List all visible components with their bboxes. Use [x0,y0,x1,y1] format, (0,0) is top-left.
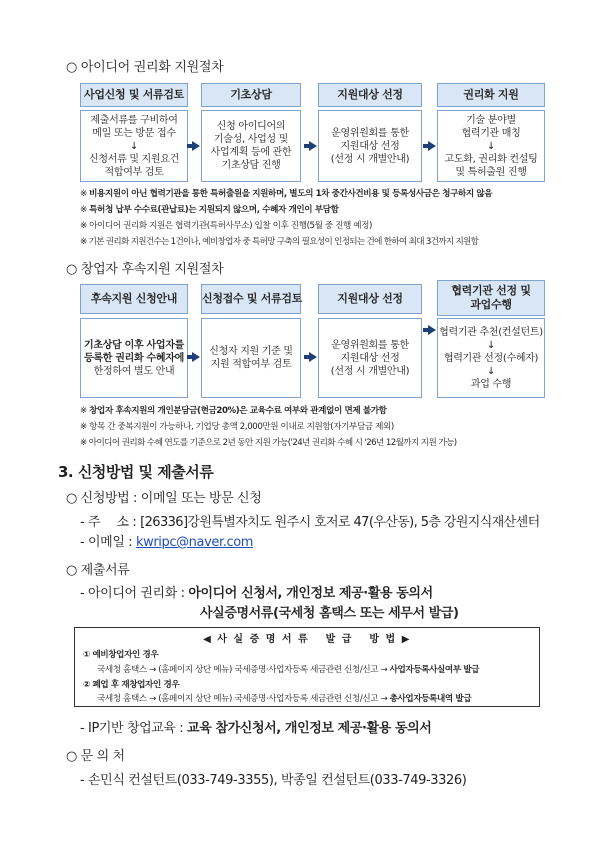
s1-note-3-text: 아이디어 권리화 지원은 협력기관(특허사무소) 입찰 이후 진행(5월 중 진행 예정) [89,221,372,231]
certificate-issue-box [74,627,540,707]
idea-docs-line2: 사실증명서류(국세청 홈택스 또는 세무서 발급) [200,606,459,621]
right-arrow-icon [192,141,200,151]
s1-note-1: ※ 비용지원이 아닌 협력기관을 통한 특허출원을 지원하며, 별도의 1차 중간사건비용 및 등록성사금은 청구하지 않음 [80,189,493,199]
s2-step3-header: 지원대상 선정 [318,284,422,314]
s2-note-1: ※ 창업자 후속지원의 개인분담금(현금20%)은 교육수료 여부와 관계없이 면제 불가함 [80,406,387,416]
s1-step1-line: 메일 또는 방문 접수 [92,127,176,139]
s2-step3-body [318,318,422,398]
s2-step3-line: (선정 시 개별안내) [330,365,410,377]
s1-note-3: ※ 아이디어 권리화 지원은 협력기관(특허사무소) 입찰 이후 진행(5월 중 진행 예정) [80,221,372,231]
address-text: [26336]강원특별자치도 원주시 호저로 47(우산동), 5층 강원지식재산센터 [140,515,540,530]
docs-title: ○ 제출서류 [66,563,130,578]
case1-path: 국세청 홈택스 → (홈페이지 상단 메뉴) 국세증명·사업자등록 세금관련 신청/신고 → 사업자등록사실여부 발급 [97,665,480,675]
s1-step1-line: 적합여부 검토 [104,166,164,178]
s1-step1-down-arrow: ↓ [129,140,139,152]
s1-step4-down-arrow: ↓ [486,140,496,152]
s1-step1-body [80,110,188,182]
contact-title: ○ 문 의 처 [66,749,125,764]
s1-step4-line: 기술 분야별 [466,114,516,126]
right-arrow-icon [309,352,317,362]
s2-step1-line: 등록한 권리화 수혜자에 [84,352,184,364]
case2-path: 국세청 홈택스 → (홈페이지 상단 메뉴) 국세증명·사업자등록 세금관련 신청/신고 → 총사업자등록내역 발급 [97,694,472,704]
s2-step4-header-line: 과업수행 [470,298,512,311]
case1-title: ① 예비창업자인 경우 [83,650,159,660]
s2-step4-body [437,318,545,398]
s1-step3-line: (선정 시 개별안내) [330,153,410,165]
ip-docs-row [80,717,431,736]
section1-title: ○ 아이디어 권리화 지원절차 [66,60,224,75]
s1-step3-body [318,110,422,182]
contact-text: - 손민식 컨설턴트(033-749-3355), 박종일 컨설턴트(033-749-3326) [80,773,467,788]
s2-note-1-text: 창업자 후속지원의 개인분담금(현금20%)은 교육수료 여부와 관계없이 면제 불가함 [89,406,387,416]
s2-note-2: ※ 항목 간 중복지원이 가능하나, 기업당 총액 2,000만원 이내로 지원함(자기부담금 제외) [80,422,394,432]
s1-step2-line: 기초상담 진행 [221,160,281,171]
s1-step1-line: 신청서류 및 지원요건 [89,153,179,165]
s1-note-1-text: 비용지원이 아닌 협력기관을 통한 특허출원을 지원하며, 별도의 1차 중간사건비용 및 등록성사금은 청구하지 않음 [89,189,493,199]
case1-doc: 사업자등록사실여부 발급 [389,665,480,675]
address-row [80,511,540,530]
s2-step1-body [80,318,188,398]
s2-step4-line: 과업 수행 [470,378,512,390]
s2-note-3-text: 아이디어 권리화 수혜 연도를 기준으로 2년 동안 지원 가능('24년 권리화 수혜 시 '26년 12월까지 지원 가능) [88,438,457,448]
s2-step2-line: 지원 적합여부 검토 [210,359,292,370]
idea-docs-line1: 아이디어 신청서, 개인정보 제공·활용 동의서 [188,586,433,601]
s2-step1-header: 후속지원 신청안내 [80,284,188,314]
apply-method: ○ 신청방법 : 이메일 또는 방문 신청 [66,491,262,506]
ip-docs-text: 교육 참가신청서, 개인정보 제공·활용 동의서 [187,721,432,736]
s1-note-4-text: 기본 권리화 지원건수는 1건이나, 예비창업자 중 특허망 구축의 필요성이 인정되는 건에 한하여 최대 3건까지 지원함 [88,237,479,247]
s1-step2-line: 기술성, 사업성 및 [213,134,289,145]
s2-step4-line: 협력기관 추천(컨설턴트) [439,326,543,338]
s2-step4-header [437,280,545,316]
s1-step2-header: 기초상담 [201,83,301,107]
s2-note-3: ※ 아이디어 권리화 수혜 연도를 기준으로 2년 동안 지원 가능('24년 권리화 수혜 시 '26년 12월까지 지원 가능) [80,438,457,448]
s1-note-4: ※ 기본 권리화 지원건수는 1건이나, 예비창업자 중 특허망 구축의 필요성이 인정되는 건에 한하여 최대 3건까지 지원함 [80,237,479,247]
s2-step2-body [201,318,301,398]
s2-step4-down-arrow: ↓ [486,339,496,351]
ip-docs-label: - IP기반 창업교육 : [80,721,188,736]
s1-step2-body [201,110,301,182]
right-arrow-icon [428,141,436,151]
s1-step4-line: 협력기관 매칭 [461,127,521,139]
s2-step2-line: 신청자 지원 기준 및 [209,346,293,357]
address-label: - 주 소 : [80,515,141,530]
s1-step4-header: 권리화 지원 [437,83,545,107]
s1-step3-line: 지원대상 선정 [340,140,400,152]
s1-step3-header: 지원대상 선정 [318,83,422,107]
s1-step1-header: 사업신청 및 서류검토 [80,83,188,107]
s1-step4-line: 및 특허출원 진행 [455,166,527,178]
case2-doc: 총사업자등록내역 발급 [389,694,472,704]
email-row [80,531,253,550]
s2-note-2-text: 항목 간 중복지원이 가능하나, 기업당 총액 2,000만원 이내로 지원함(자기부담금 제외) [89,422,394,432]
s1-step2-line: 신청 아이디어의 [216,121,286,132]
right-arrow-icon [309,141,317,151]
s2-step3-line: 운영위원회를 통한 [331,339,409,351]
right-arrow-icon [428,325,436,335]
s1-step1-line: 제출서류를 구비하여 [90,114,178,126]
idea-docs-row [80,582,433,601]
right-arrow-icon [192,352,200,362]
s1-step2-line: 사업계획 등에 관한 [210,147,292,158]
case2-title: ② 폐업 후 재창업자인 경우 [83,680,180,690]
idea-docs-label: - 아이디어 권리화 : [80,586,189,601]
s2-step2-header: 신청접수 및 서류검토 [201,284,301,314]
email-link[interactable]: kwripc@naver.com [135,535,254,550]
section3-title: 3. 신청방법 및 제출서류 [58,463,214,481]
email-label: - 이메일 : [80,535,136,550]
s1-step3-line: 운영위원회를 통한 [331,127,409,139]
s2-step3-line: 지원대상 선정 [340,352,400,364]
s2-step1-line: 기초상담 이후 사업자를 [84,339,184,351]
s2-step1-line: 한정하여 별도 안내 [93,365,175,377]
issue-box-title: ◀ 사 실 증 명 서 류 발 급 방 법 ▶ [203,634,411,645]
s1-note-2-text: 특허청 납부 수수료(관납료)는 지원되지 않으며, 수혜자 개인이 부담함 [89,205,339,215]
section2-title: ○ 창업자 후속지원 지원절차 [66,262,224,277]
s2-step4-header-line: 협력기관 선정 및 [451,284,531,297]
s1-note-2: ※ 특허청 납부 수수료(관납료)는 지원되지 않으며, 수혜자 개인이 부담함 [80,205,339,215]
s1-step4-body [437,110,545,182]
s2-step4-down-arrow: ↓ [486,365,496,377]
s1-step4-line: 고도화, 권리화 컨설팅 [444,153,538,165]
s2-step4-line: 협력기관 선정(수혜자) [443,352,539,364]
